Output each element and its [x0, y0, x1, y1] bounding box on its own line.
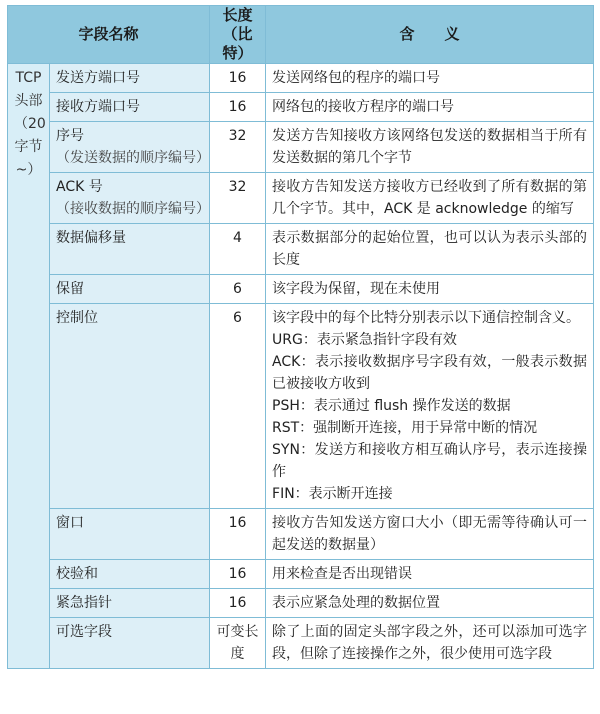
table-row: [8, 304, 594, 509]
field-length: 32: [210, 173, 266, 224]
field-description: [266, 304, 594, 509]
table-row: [8, 173, 594, 224]
group-label-line: 字节: [14, 139, 43, 155]
field-length: 16: [210, 560, 266, 589]
field-length: 6: [210, 275, 266, 304]
field-length: 可变长度: [210, 618, 266, 669]
field-name: 接收方端口号: [56, 99, 140, 115]
field-length: 16: [210, 509, 266, 560]
table-row: [8, 93, 594, 122]
description-line: 该字段中的每个比特分别表示以下通信控制含义。: [272, 310, 581, 326]
field-name: 校验和: [56, 566, 98, 582]
header-meaning: 含 义: [266, 6, 594, 64]
field-length: 4: [210, 224, 266, 275]
field-name-cell: [50, 122, 210, 173]
header-length-line1: 长度: [222, 6, 253, 24]
table-header-row: [8, 6, 594, 64]
description-line: 表示应紧急处理的数据位置: [272, 595, 441, 611]
field-name-cell: [50, 64, 210, 93]
field-length: 32: [210, 122, 266, 173]
group-label-line: 头部: [14, 93, 43, 109]
field-name-cell: [50, 589, 210, 618]
tcp-header-table: [7, 5, 594, 669]
description-line: PSH：表示通过 flush 操作发送的数据: [272, 398, 511, 414]
description-line: 除了上面的固定头部字段之外，还可以添加可选字段，但除了连接操作之外，很少使用可选字段: [272, 624, 588, 662]
field-description: [266, 93, 594, 122]
field-description: [266, 122, 594, 173]
description-line: 该字段为保留，现在未使用: [272, 281, 441, 297]
field-description: [266, 589, 594, 618]
description-line: SYN：发送方和接收方相互确认序号，表示连接操作: [272, 442, 588, 480]
table-row: [8, 122, 594, 173]
field-description: [266, 275, 594, 304]
field-name: 窗口: [56, 515, 84, 531]
description-line: 接收方告知发送方接收方已经收到了所有数据的第几个字节。其中，ACK 是 acknowledge 的缩写: [272, 179, 588, 217]
table-row: [8, 64, 594, 93]
field-name: 序号: [56, 128, 84, 144]
header-length-line2: （比特）: [222, 25, 253, 62]
description-line: 发送网络包的程序的端口号: [272, 70, 441, 86]
field-name-cell: [50, 93, 210, 122]
group-label-line: （20: [14, 116, 46, 132]
field-name-cell: [50, 560, 210, 589]
description-line: URG：表示紧急指针字段有效: [272, 332, 457, 348]
field-description: [266, 224, 594, 275]
field-name-cell: [50, 304, 210, 509]
field-name: 可选字段: [56, 624, 112, 640]
field-length: 6: [210, 304, 266, 509]
field-name-cell: [50, 173, 210, 224]
field-name: 紧急指针: [56, 595, 112, 611]
group-label: [8, 64, 50, 669]
table-row: [8, 224, 594, 275]
field-name-note: （接收数据的顺序编号）: [56, 201, 210, 217]
field-length: 16: [210, 93, 266, 122]
description-line: 网络包的接收方程序的端口号: [272, 99, 455, 115]
field-description: [266, 560, 594, 589]
description-line: 用来检查是否出现错误: [272, 566, 413, 582]
field-description: [266, 618, 594, 669]
header-field-name: 字段名称: [8, 6, 210, 64]
field-name: 发送方端口号: [56, 70, 140, 86]
table-row: [8, 589, 594, 618]
field-description: [266, 509, 594, 560]
table-body: [8, 64, 594, 669]
field-name: 控制位: [56, 310, 98, 326]
description-line: 接收方告知发送方窗口大小（即无需等待确认可一起发送的数据量）: [272, 515, 588, 553]
field-description: [266, 64, 594, 93]
description-line: ACK：表示接收数据序号字段有效，一般表示数据已被接收方收到: [272, 354, 588, 392]
description-line: RST：强制断开连接，用于异常中断的情况: [272, 420, 538, 436]
description-line: 发送方告知接收方该网络包发送的数据相当于所有发送数据的第几个字节: [272, 128, 588, 166]
field-name: 保留: [56, 281, 84, 297]
table-row: [8, 618, 594, 669]
field-length: 16: [210, 589, 266, 618]
field-name-note: （发送数据的顺序编号）: [56, 150, 210, 166]
table-row: [8, 509, 594, 560]
table-row: [8, 275, 594, 304]
description-line: 表示数据部分的起始位置，也可以认为表示头部的长度: [272, 230, 588, 268]
field-name-cell: [50, 275, 210, 304]
field-name: ACK 号: [56, 179, 103, 195]
field-name: 数据偏移量: [56, 230, 126, 246]
field-name-cell: [50, 224, 210, 275]
header-length: [210, 6, 266, 64]
field-name-cell: [50, 618, 210, 669]
group-label-line: TCP: [15, 70, 42, 86]
group-label-line: ~）: [15, 162, 42, 178]
table-row: [8, 560, 594, 589]
field-description: [266, 173, 594, 224]
description-line: FIN：表示断开连接: [272, 486, 393, 502]
field-name-cell: [50, 509, 210, 560]
field-length: 16: [210, 64, 266, 93]
